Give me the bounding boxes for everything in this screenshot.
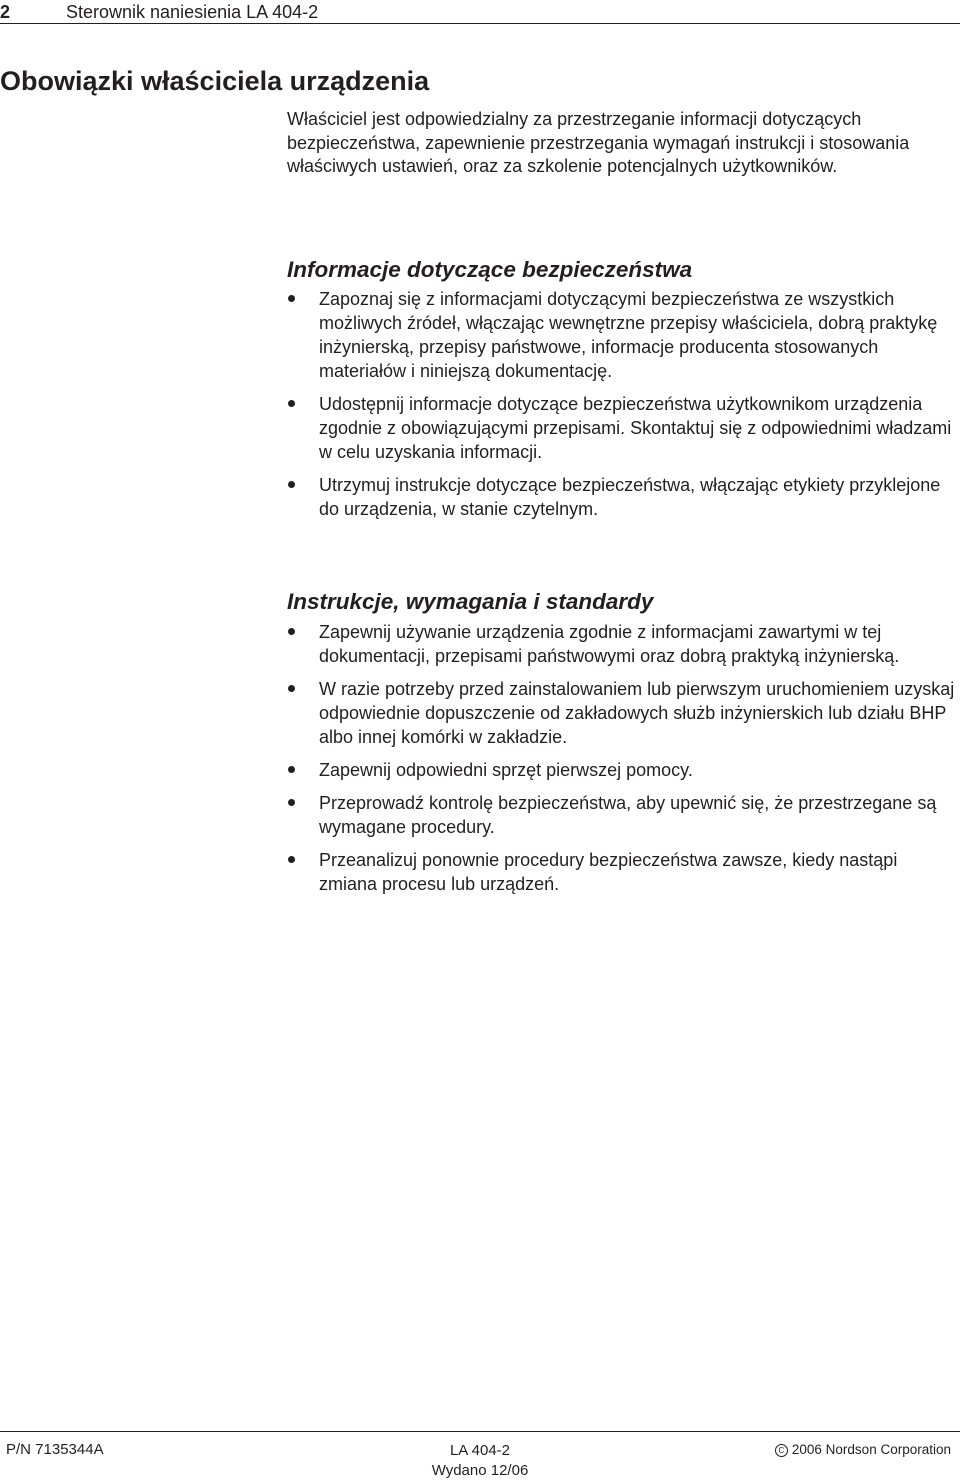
- page-number: 2: [0, 2, 11, 22]
- standards-list: [287, 620, 957, 905]
- list-item-text: Przeprowadź kontrolę bezpieczeństwa, aby upewnić się, że przestrzegane są wymagane procedury.: [319, 793, 937, 837]
- list-item-text: Zapoznaj się z informacjami dotyczącymi bezpieczeństwa ze wszystkich możliwych źródeł, włączając wewnętrzne przepisy właściciela, dobrą praktykę inżynierską, przepisy państwowe, informacje producenta stosowanych materiałów i niniejszą dokumentację.: [319, 289, 938, 381]
- safety-info-list: [287, 287, 957, 530]
- bullet-icon: [288, 628, 295, 635]
- footer-center: [380, 1441, 580, 1481]
- standards-heading: Instrukcje, wymagania i standardy: [287, 589, 654, 614]
- footer-model: LA 404-2: [449, 1442, 511, 1459]
- safety-info-heading: Informacje dotyczące bezpieczeństwa: [287, 257, 693, 282]
- intro-paragraph: Właściciel jest odpowiedzialny za przestrzeganie informacji dotyczących bezpieczeństwa, zapewnienie przestrzegania wymagań instrukcji i stosowania właściwych ustawień, oraz za szkolenie potencjalnych użytkowników.: [287, 109, 910, 176]
- copyright-text: 2006 Nordson Corporation: [791, 1442, 951, 1457]
- list-item: [287, 848, 957, 896]
- header-divider: [0, 23, 960, 24]
- copyright-notice: [775, 1441, 951, 1459]
- list-item: [287, 677, 957, 749]
- list-item: [287, 287, 957, 383]
- bullet-icon: [288, 481, 295, 488]
- list-item: [287, 473, 957, 521]
- bullet-icon: [288, 295, 295, 302]
- footer-edition: Wydano 12/06: [431, 1462, 529, 1479]
- bullet-icon: [288, 685, 295, 692]
- list-item: [287, 791, 957, 839]
- running-title: Sterownik naniesienia LA 404-2: [66, 2, 319, 22]
- page-header: [0, 0, 960, 24]
- bullet-icon: [288, 766, 295, 773]
- footer-divider: [0, 1431, 960, 1432]
- bullet-icon: [288, 799, 295, 806]
- list-item: [287, 620, 957, 668]
- list-item-text: W razie potrzeby przed zainstalowaniem lub pierwszym uruchomieniem uzyskaj odpowiednie dopuszczenie od zakładowych służb inżynierskich lub działu BHP albo innej komórki w zakładzie.: [319, 679, 955, 747]
- page-title: Obowiązki właściciela urządzenia: [0, 66, 430, 96]
- list-item: [287, 392, 957, 464]
- list-item: [287, 758, 957, 782]
- list-item-text: Zapewnij używanie urządzenia zgodnie z informacjami zawartymi w tej dokumentacji, przepisami państwowymi oraz dobrą praktyką inżynierską.: [319, 622, 900, 666]
- list-item-text: Przeanalizuj ponownie procedury bezpieczeństwa zawsze, kiedy nastąpi zmiana procesu lub urządzeń.: [319, 850, 898, 894]
- list-item-text: Udostępnij informacje dotyczące bezpieczeństwa użytkownikom urządzenia zgodnie z obowiązującymi przepisami. Skontaktuj się z odpowiednimi władzami w celu uzyskania informacji.: [319, 394, 952, 462]
- list-item-text: Utrzymuj instrukcje dotyczące bezpieczeństwa, włączając etykiety przyklejone do urządzenia, w stanie czytelnym.: [319, 475, 941, 519]
- part-number: P/N 7135344A: [6, 1441, 104, 1458]
- list-item-text: Zapewnij odpowiedni sprzęt pierwszej pomocy.: [319, 760, 693, 780]
- copyright-icon: C: [775, 1444, 788, 1457]
- bullet-icon: [288, 856, 295, 863]
- bullet-icon: [288, 400, 295, 407]
